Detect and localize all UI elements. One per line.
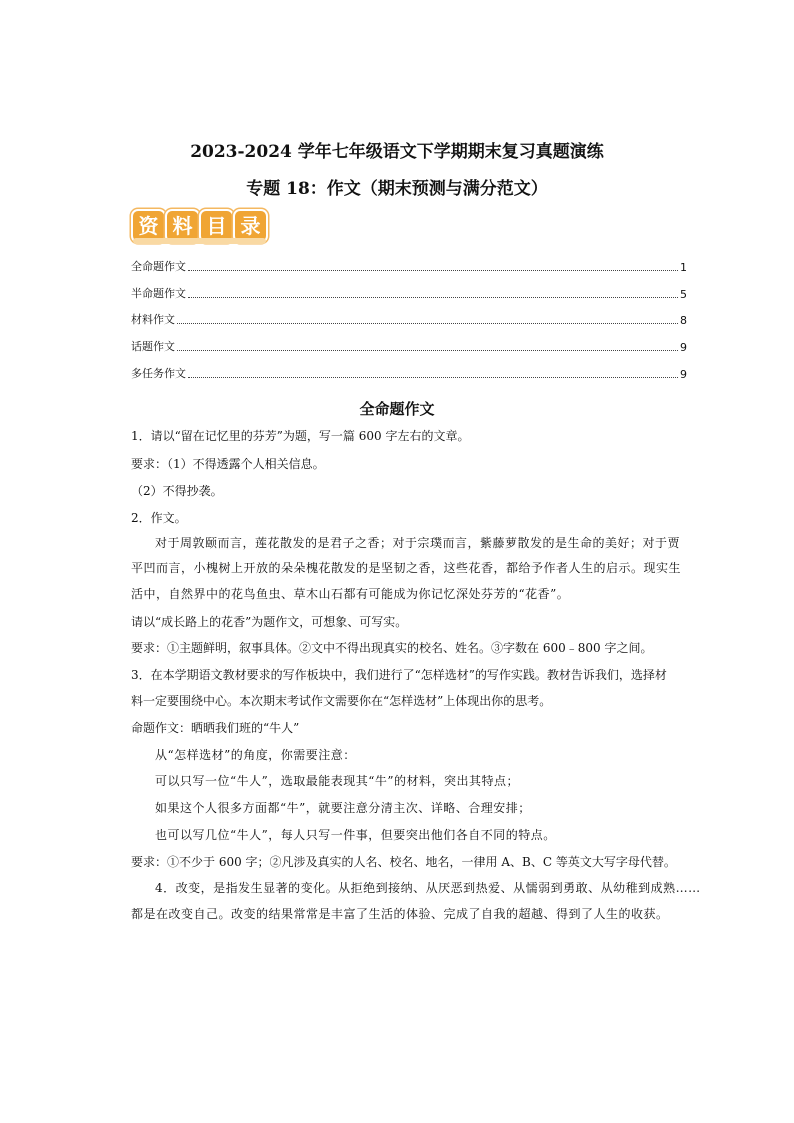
paragraph: 1．请以“留在记忆里的芬芳”为题，写一篇 600 字左右的文章。: [131, 429, 470, 443]
document-subtitle: 专题 18：作文（期末预测与满分范文）: [246, 179, 548, 199]
paragraph: 也可以写几位“牛人”，每人只写一件事，但要突出他们各自不同的特点。: [155, 828, 556, 842]
document-title: 2023-2024 学年七年级语文下学期期末复习真题演练: [190, 142, 604, 162]
paragraph: 平凹而言，小槐树上开放的朵朵槐花散发的是坚韧之香，这些花香，都给予作者人生的启示。现实生: [131, 561, 682, 575]
toc-entry-topic[interactable]: [131, 340, 687, 354]
toc-entry-multi-task[interactable]: [131, 367, 687, 381]
toc-leader: [177, 350, 678, 351]
paragraph: 如果这个人很多方面都“牛”，就要注意分清主次、详略、合理安排；: [155, 801, 531, 815]
paragraph: 4．改变，是指发生显著的变化。从拒绝到接纳、从厌恶到热爱、从懦弱到勇敢、从幼稚到成熟……: [155, 881, 701, 895]
paragraph: 3．在本学期语文教材要求的写作板块中，我们进行了“怎样选材”的写作实践。教材告诉我们，选择材: [131, 668, 667, 682]
toc-page: 9: [680, 368, 687, 381]
toc-page: 5: [680, 288, 687, 301]
paragraph: 2．作文。: [131, 511, 187, 525]
paragraph: 对于周敦颐而言，莲花散发的是君子之香；对于宗璞而言，紫藤萝散发的是生命的美好；对于贾: [155, 536, 681, 550]
toc-page: 1: [680, 261, 687, 274]
paragraph: 可以只写一位“牛人”，选取最能表现其“牛”的材料，突出其特点；: [155, 774, 520, 788]
badge-char: 录: [233, 209, 268, 243]
paragraph: （2）不得抄袭。: [131, 484, 223, 498]
paragraph: 活中，自然界中的花鸟鱼虫、草木山石都有可能成为你记忆深处芬芳的“花香”。: [131, 587, 570, 601]
paragraph: 都是在改变自己。改变的结果常常是丰富了生活的体验、完成了自我的超越、得到了人生的收获。: [131, 907, 669, 921]
paragraph: 料一定要围绕中心。本次期末考试作文需要你在“怎样选材”上体现出你的思考。: [131, 694, 552, 708]
paragraph: 请以“成长路上的花香”为题作文，可想象、可写实。: [131, 615, 408, 629]
toc-entry-whole-title[interactable]: [131, 260, 687, 274]
toc-page: 8: [680, 314, 687, 327]
toc-label: 话题作文: [131, 340, 175, 353]
badge-char: 料: [165, 209, 200, 243]
paragraph: 要求：①主题鲜明，叙事具体。②文中不得出现真实的校名、姓名。③字数在 600﹣800 字之间。: [131, 641, 653, 655]
paragraph: 命题作文：晒晒我们班的“牛人”: [131, 721, 300, 735]
section-heading: 全命题作文: [359, 400, 435, 418]
contents-badge: [131, 207, 268, 245]
toc-label: 半命题作文: [131, 287, 186, 300]
badge-underline: [133, 238, 266, 244]
toc-entry-half-title[interactable]: [131, 287, 687, 301]
toc-leader: [188, 297, 678, 298]
toc-label: 全命题作文: [131, 260, 186, 273]
toc-leader: [188, 270, 678, 271]
toc-leader: [177, 323, 678, 324]
paragraph: 要求：（1）不得透露个人相关信息。: [131, 457, 325, 471]
toc-leader: [188, 377, 678, 378]
badge-char: 资: [131, 209, 166, 243]
paragraph: 从“怎样选材”的角度，你需要注意：: [155, 748, 356, 762]
toc-page: 9: [680, 341, 687, 354]
toc-label: 材料作文: [131, 313, 175, 326]
badge-char: 目: [199, 209, 234, 243]
toc-label: 多任务作文: [131, 367, 186, 380]
paragraph: 要求：①不少于 600 字；②凡涉及真实的人名、校名、地名，一律用 A、B、C 等英文大写字母代替。: [131, 855, 676, 869]
toc-entry-material[interactable]: [131, 313, 687, 327]
